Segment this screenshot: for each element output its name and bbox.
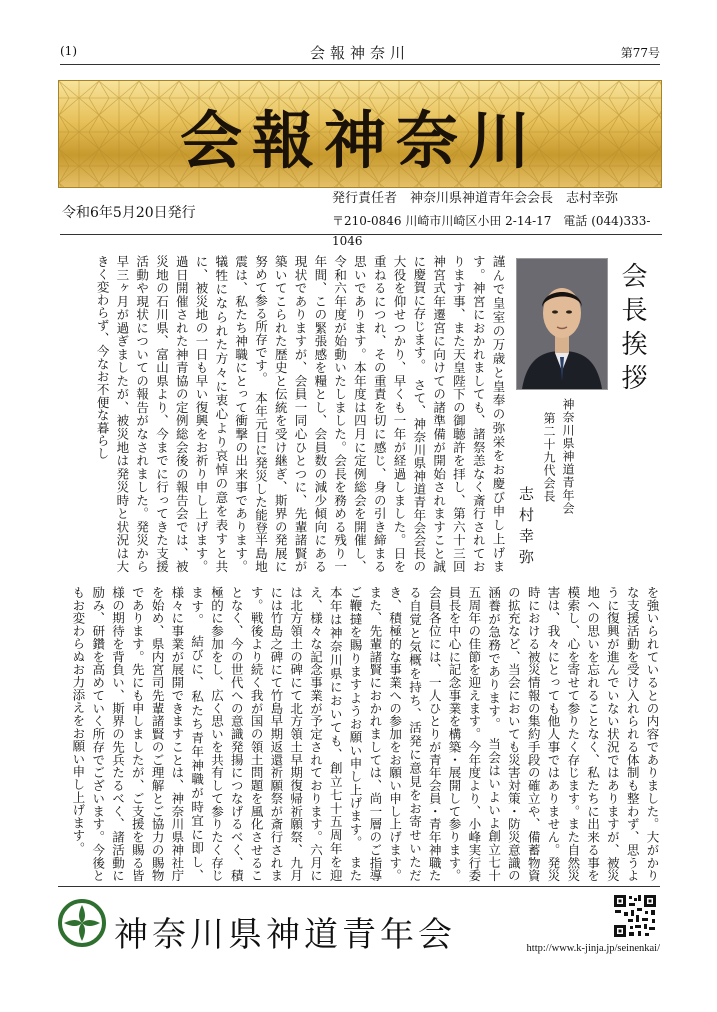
page-number: (1): [60, 44, 77, 58]
article-body-upper-right: 謹んで皇室の万歳と皇奉の弥栄をお慶び申し上げます。神宮におかれましても、諸祭恙なく斎行されております事、また天皇陛下の御聴許を拝し、第六十三回神宮式年遷宮に向けての諸準備が開始されますこと誠に慶賀に存じます。 さて、神奈川県神道青年会会長の大役を仰せつかり、早くも一年が経過しました。日を重ねるにつれ、その重責を切に感じ、身の引き締まる思いであります。本年度は四月に定例総会を開催し、令和六年度が始動いたしました。会長を務める残り一年間、この緊張感を糧とし、会員数の減少傾向にある現状でありますが、会員一同心ひとつに、先輩諸賢が築いてこられた歴史と伝統を受け継ぎ、斯界の発展に努めて参る所存です。 本年元日に発災した能登半島地震は、私たち神職にとって衝撃の出来事であります。犠牲になられた方々に衷心より哀悼の意を表すと共に、被災地の一日も早い復興をお祈り申し上げます。過日開催された神青協の定例総会後の報告会では、被災地の石川県、富山県より、今までに行ってきた支援活動や現状についての報告がなされました。発災から早三ヶ月が過ぎましたが、被災地は発災時と状況は大きく変わらず、今なお不便な暮らし: [95, 255, 506, 573]
issue-date: 令和6年5月20日発行: [62, 205, 196, 221]
website-url[interactable]: http://www.k-jinja.jp/seinenkai/: [526, 943, 660, 954]
footer: [58, 886, 660, 967]
article-body-lower: を強いられているとの内容でありました。大がかりな支援活動を受け入れられる体制も整わず、思うように復興が進んでいない状況ではありますが、被災地への思いを忘れることなく、私たちに出来る事を模索し、心を寄せて参りたく存じます。また自然災害は、我々にとっても他人事ではありません。発災時における被災情報の集約手段の確立や、備蓄物資の拡充など、当会においても災害対策・防災意識の涵養が急務であります。 当会はいよいよ創立七十五周年の佳節を迎えます。今年度より、小峰実行委員長を中心に記念事業を構築・展開して参ります。会員各位には、一人ひとりが青年会員・青年神職たる自覚と気概を持ち、活発に意見をお寄せいただき、積極的な事業への参加をお願い申し上げます。また、先輩諸賢におかれましては、尚一層のご指導ご鞭撻を賜りますようお願い申し上げます。 また本年は神奈川県においても、創立七十五周年を迎え、様々な記念事業が予定されております。六月には北方領土の碑にて北方領土早期復帰祈願祭、九月には竹島之碑にて竹島早期返還祈願祭が斎行されます。戦後より続く我が国の領土問題を風化させることなく、今の世代への意識発揚につなげるべく、積極的に参加をし、広く思いを共有して参りたく存じます。 結びに、私たち青年神職が時宜に即し、様々に事業が展開できますことは、神奈川県神社庁を始め、県内宮司先輩諸賢のご理解とご協力の賜物であります。先にも申しましたが、ご支援を賜る皆様の期待を背負い、斯界の先兵たるべく、諸活動に励み、研鑽を高めていく所存でございます。今後ともお変わらぬお力添えをお願い申し上げます。: [70, 586, 660, 882]
issue-info: [60, 188, 662, 248]
signature-name: 志村幸弥: [517, 486, 535, 570]
masthead-title: 会報神奈川: [179, 104, 540, 177]
signature-role: 第二十九代会長: [542, 412, 556, 503]
masthead-banner: [58, 80, 662, 188]
signature-organization: 神奈川県神道青年会: [561, 398, 575, 515]
footer-organization-name: 神奈川県神道青年会: [114, 915, 456, 955]
running-header: [60, 40, 660, 65]
running-title: 会報神奈川: [309, 44, 410, 62]
address-line: 〒210-0846 川崎市川崎区小田 2-14-17 電話 (044)333-1046: [332, 214, 651, 248]
qr-code-icon[interactable]: [612, 893, 658, 939]
president-photo: [516, 258, 608, 390]
article-title: 会長挨拶: [617, 262, 647, 398]
publisher-line: 発行責任者 神奈川県神道青年会会長 志村幸弥: [332, 191, 619, 206]
issue-number: 第77号: [620, 46, 660, 60]
organization-logo-icon: [58, 899, 106, 947]
